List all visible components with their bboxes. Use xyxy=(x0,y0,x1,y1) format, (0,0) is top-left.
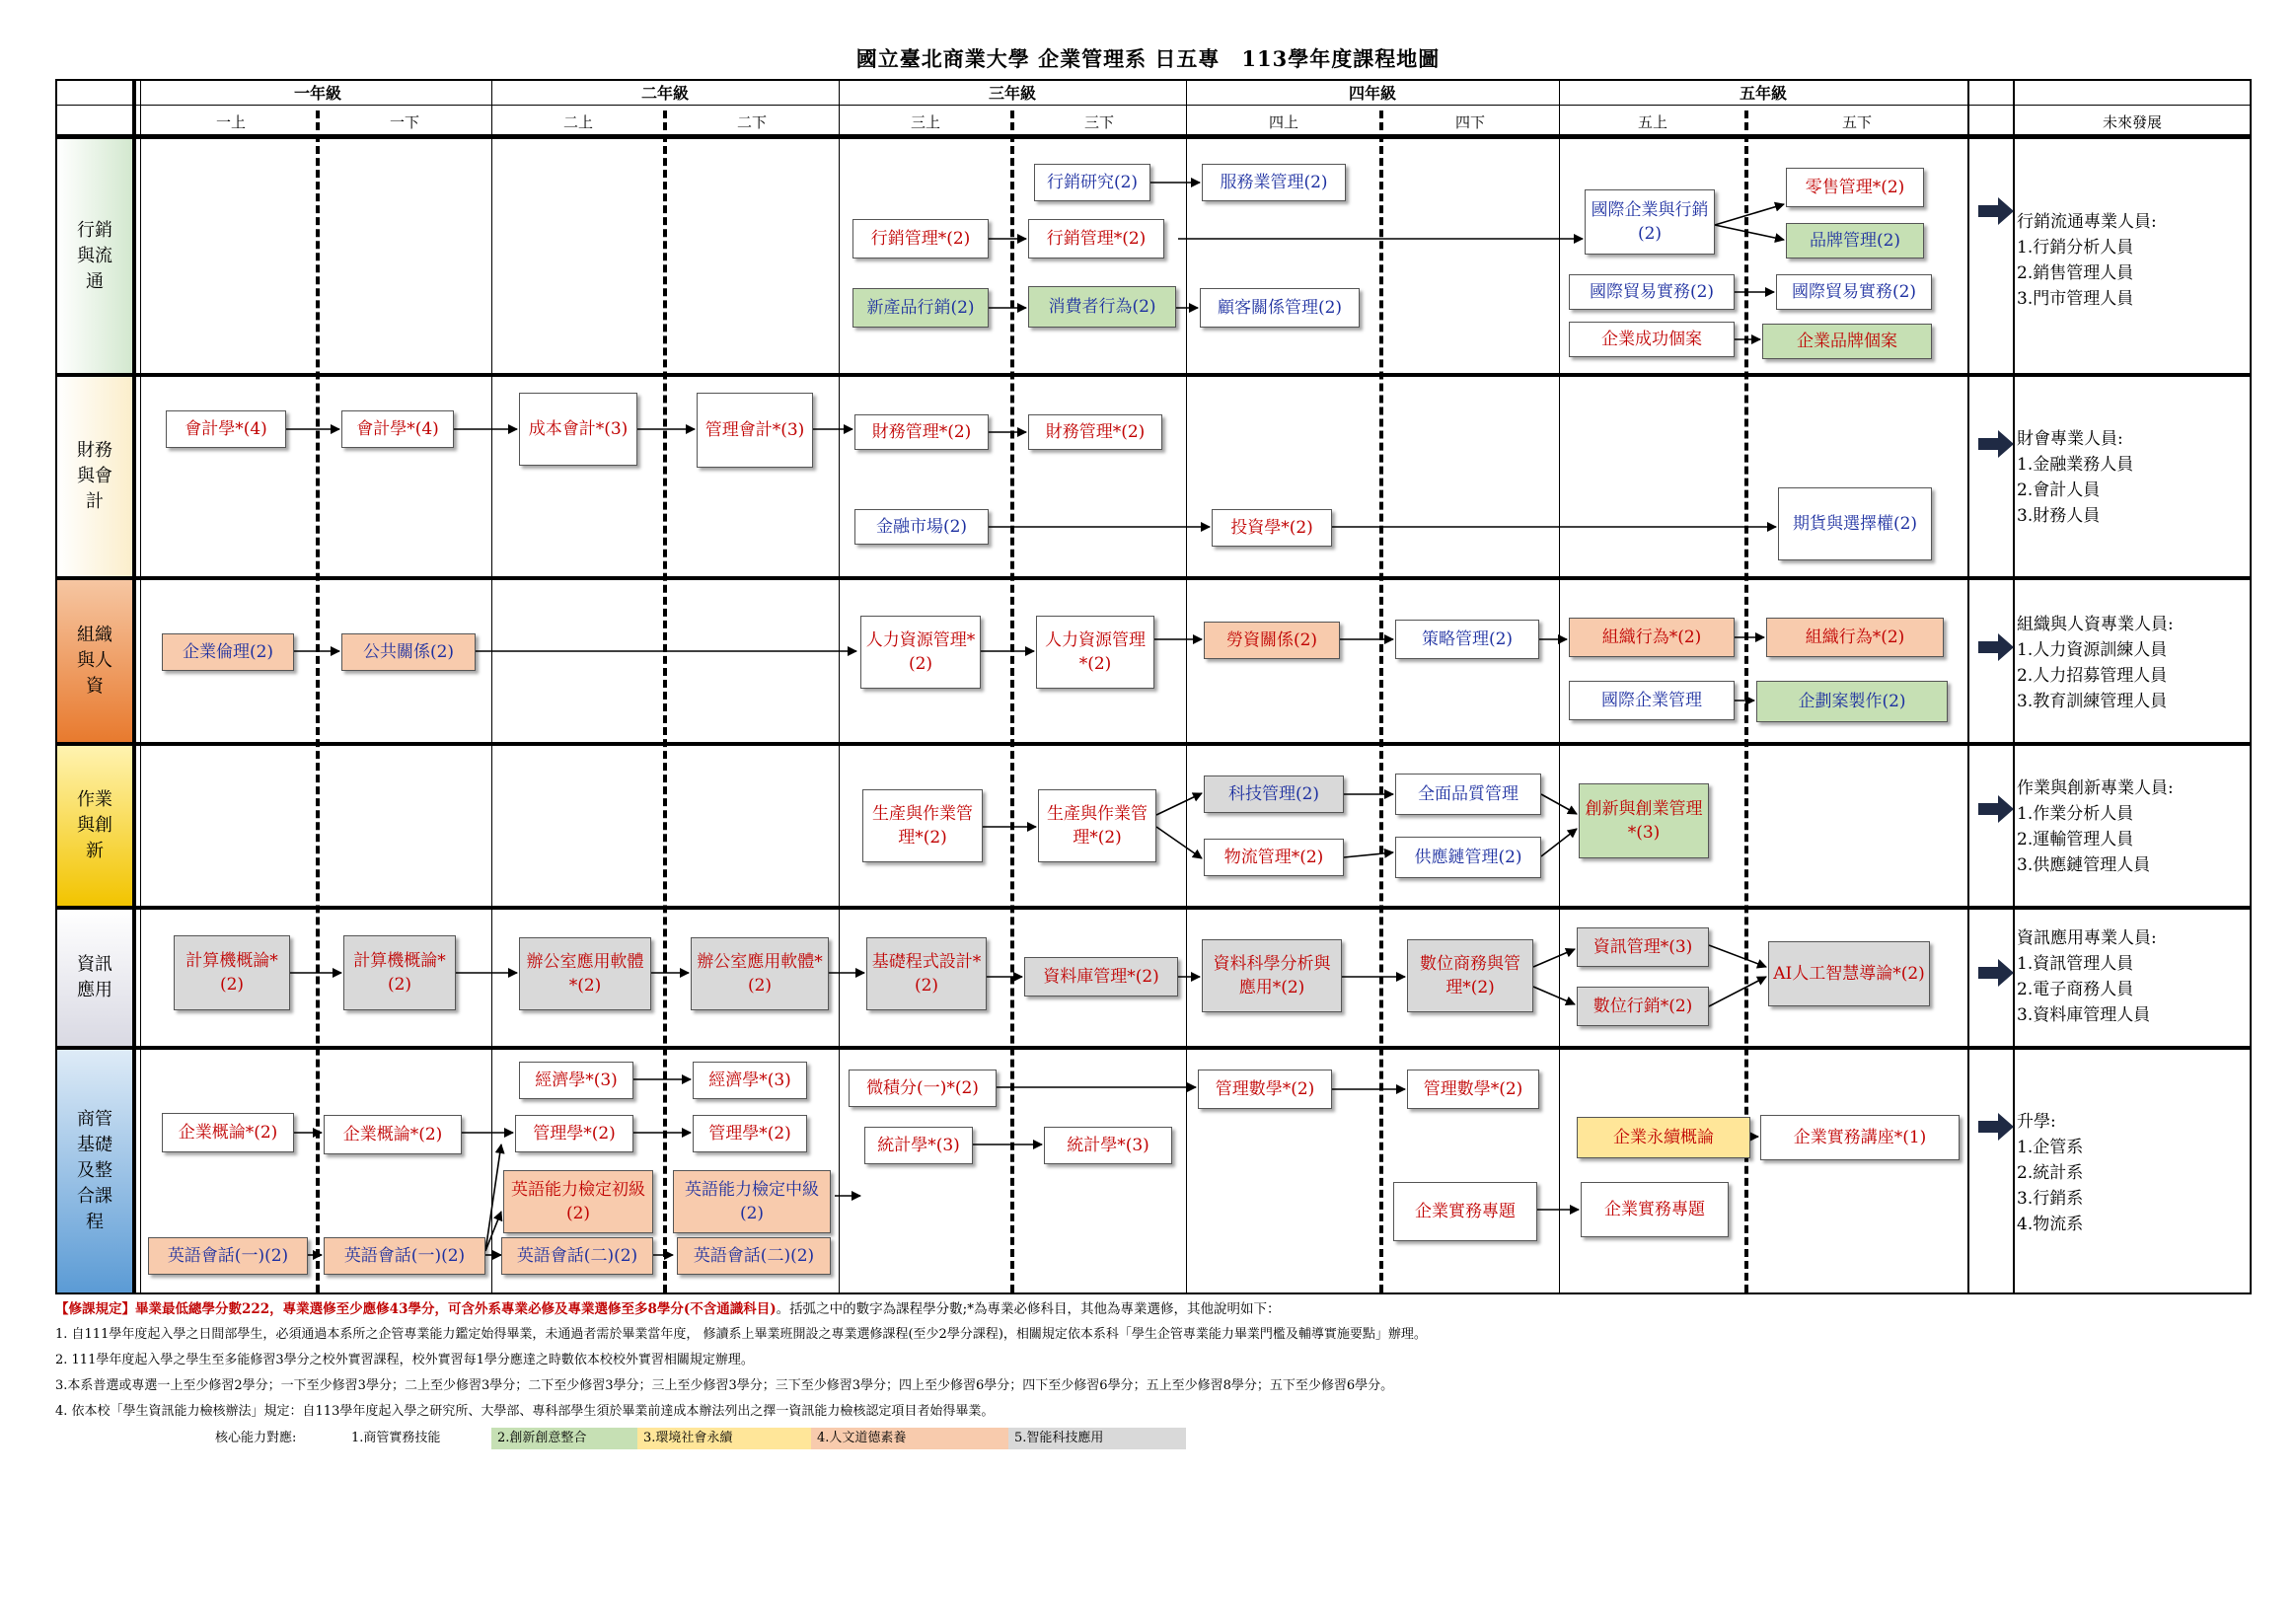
course-hr-management-2[interactable]: 人力資源管理*(2) xyxy=(1036,616,1154,689)
course-investments[interactable]: 投資學*(2) xyxy=(1212,509,1332,547)
row-label-operations: 作業與創新 xyxy=(57,746,132,906)
course-financial-markets[interactable]: 金融市場(2) xyxy=(854,509,989,545)
future-item: 1.資訊管理人員 xyxy=(2017,954,2134,974)
course-hr-management-1[interactable]: 人力資源管理*(2) xyxy=(860,616,981,689)
course-digital-commerce[interactable]: 數位商務與管理*(2) xyxy=(1407,939,1533,1012)
course-accounting-1[interactable]: 會計學*(4) xyxy=(166,410,286,448)
course-brand-management[interactable]: 品牌管理(2) xyxy=(1786,223,1924,258)
semester-header-3b: 三下 xyxy=(1083,113,1114,131)
course-intl-trade-practice-1[interactable]: 國際貿易實務(2) xyxy=(1569,274,1735,310)
future-item: 2.人力招募管理人員 xyxy=(2017,666,2168,686)
arrow-right-icon xyxy=(1978,633,2014,661)
future-operations xyxy=(2017,775,2246,878)
course-customer-relationship[interactable]: 顧客關係管理(2) xyxy=(1200,288,1360,328)
course-brand-cases[interactable]: 企業品牌個案 xyxy=(1762,324,1932,359)
course-innovation-entrepreneurship[interactable]: 創新與創業管理*(3) xyxy=(1579,783,1709,858)
future-item: 1.金融業務人員 xyxy=(2017,455,2134,475)
legend-item-2: 2.創新創意整合 xyxy=(491,1428,637,1449)
rule-label: 【修課規定】 xyxy=(55,1301,135,1317)
course-english-conversation-1b[interactable]: 英語會話(一)(2) xyxy=(324,1237,485,1275)
course-economics-1[interactable]: 經濟學*(3) xyxy=(519,1062,633,1099)
course-new-product-marketing[interactable]: 新產品行銷(2) xyxy=(852,288,989,328)
course-marketing-management-2[interactable]: 行銷管理*(2) xyxy=(1028,219,1164,258)
note-2: 2. 111學年度起入學之學生至多能修習3學分之校外實習課程，校外實習每1學分應達之時數依本校校外實習相關規定辦理。 xyxy=(55,1353,754,1367)
course-international-marketing[interactable]: 國際企業與行銷(2) xyxy=(1585,189,1715,255)
semester-header-5a: 五上 xyxy=(1637,113,1667,131)
future-item: 3.教育訓練管理人員 xyxy=(2017,692,2168,711)
course-public-relations[interactable]: 公共關係(2) xyxy=(341,633,476,671)
course-organizational-behavior-1[interactable]: 組織行為*(2) xyxy=(1569,618,1735,657)
future-item: 2.會計人員 xyxy=(2017,480,2101,500)
course-business-ethics[interactable]: 企業倫理(2) xyxy=(162,633,294,671)
year-5-header: 五年級 xyxy=(1739,84,1787,103)
year-3-header: 三年級 xyxy=(988,84,1036,103)
course-digital-marketing[interactable]: 數位行銷*(2) xyxy=(1577,987,1709,1026)
course-data-science[interactable]: 資料科學分析與應用*(2) xyxy=(1202,939,1342,1012)
course-database-management[interactable]: 資料庫管理*(2) xyxy=(1024,957,1178,997)
legend-label: 核心能力對應: xyxy=(215,1431,297,1445)
course-marketing-research[interactable]: 行銷研究(2) xyxy=(1034,164,1150,201)
semester-header-2a: 二上 xyxy=(562,113,593,131)
future-item: 1.作業分析人員 xyxy=(2017,804,2134,824)
course-intl-trade-practice-2[interactable]: 國際貿易實務(2) xyxy=(1776,274,1932,310)
future-header: 未來發展 xyxy=(2102,113,2162,131)
course-cost-accounting[interactable]: 成本會計*(3) xyxy=(519,393,637,466)
course-english-proficiency-basic[interactable]: 英語能力檢定初級(2) xyxy=(503,1170,653,1233)
row-label-hr: 組織與人資 xyxy=(57,580,132,742)
course-management-math-2[interactable]: 管理數學*(2) xyxy=(1407,1070,1539,1109)
course-accounting-2[interactable]: 會計學*(4) xyxy=(341,410,454,448)
course-total-quality-management[interactable]: 全面品質管理 xyxy=(1395,774,1541,815)
course-management-2[interactable]: 管理學*(2) xyxy=(693,1115,807,1152)
arrow-right-icon xyxy=(1978,197,2014,225)
semester-header-3a: 三上 xyxy=(910,113,940,131)
semester-header-1a: 一上 xyxy=(215,113,246,131)
course-technology-management[interactable]: 科技管理(2) xyxy=(1204,775,1344,813)
semester-header-5b: 五下 xyxy=(1841,113,1872,131)
future-item: 3.供應鏈管理人員 xyxy=(2017,855,2151,875)
future-title: 行銷流通專業人員: xyxy=(2017,212,2157,232)
arrow-right-icon xyxy=(1978,1113,2014,1141)
course-proposal-writing[interactable]: 企劃案製作(2) xyxy=(1756,681,1948,722)
course-office-software-1[interactable]: 辦公室應用軟體*(2) xyxy=(519,937,651,1010)
future-further-study xyxy=(2017,1109,2246,1237)
row-label-foundation: 商管基礎及整合課程 xyxy=(57,1050,132,1292)
course-marketing-management-1[interactable]: 行銷管理*(2) xyxy=(852,219,989,258)
future-item: 1.人力資源訓練人員 xyxy=(2017,640,2168,660)
rule-bold: 畢業最低總學分數222，專業選修至少應修43學分，可含外系專業必修及專業選修至多8學分(不含通識科目) xyxy=(135,1301,777,1317)
course-ai-introduction[interactable]: AI人工智慧導論*(2) xyxy=(1768,941,1930,1006)
year-2-header: 二年級 xyxy=(640,84,689,103)
semester-header-1b: 一下 xyxy=(389,113,419,131)
legend-item-3: 3.環境社會永續 xyxy=(637,1428,811,1449)
course-information-management[interactable]: 資訊管理*(3) xyxy=(1577,927,1709,967)
year-4-header: 四年級 xyxy=(1348,84,1396,103)
course-business-practice-project-2[interactable]: 企業實務專題 xyxy=(1581,1182,1729,1237)
course-intro-computers-2[interactable]: 計算機概論*(2) xyxy=(343,935,456,1010)
arrow-right-icon xyxy=(1978,430,2014,458)
future-item: 3.資料庫管理人員 xyxy=(2017,1005,2151,1025)
course-english-proficiency-intermediate[interactable]: 英語能力檢定中級(2) xyxy=(673,1170,831,1233)
page-title: 國立臺北商業大學 企業管理系 日五專 113學年度課程地圖 xyxy=(855,46,1441,71)
course-intro-computers-1[interactable]: 計算機概論*(2) xyxy=(174,935,290,1010)
course-business-success-cases[interactable]: 企業成功個案 xyxy=(1569,322,1735,357)
course-sustainability-intro[interactable]: 企業永續概論 xyxy=(1577,1117,1750,1158)
future-item: 2.運輸管理人員 xyxy=(2017,830,2134,849)
future-title: 財會專業人員: xyxy=(2017,429,2123,449)
semester-header-2b: 二下 xyxy=(736,113,767,131)
future-title: 升學: xyxy=(2017,1112,2056,1132)
future-title: 資訊應用專業人員: xyxy=(2017,928,2157,948)
future-title: 組織與人資專業人員: xyxy=(2017,615,2174,634)
course-statistics-2[interactable]: 統計學*(3) xyxy=(1044,1127,1172,1164)
future-item: 2.統計系 xyxy=(2017,1163,2084,1183)
row-label-marketing: 行銷與流通 xyxy=(57,139,132,373)
course-strategic-management[interactable]: 策略管理(2) xyxy=(1395,620,1539,659)
course-production-operations-1[interactable]: 生產與作業管理*(2) xyxy=(862,789,983,862)
course-intro-business-2[interactable]: 企業概論*(2) xyxy=(324,1115,462,1154)
course-office-software-2[interactable]: 辦公室應用軟體*(2) xyxy=(691,937,829,1010)
course-futures-options[interactable]: 期貨與選擇權(2) xyxy=(1778,487,1932,560)
future-item: 4.物流系 xyxy=(2017,1215,2084,1234)
course-consumer-behavior[interactable]: 消費者行為(2) xyxy=(1028,286,1176,328)
course-english-conversation-2a[interactable]: 英語會話(二)(2) xyxy=(501,1237,653,1275)
course-calculus[interactable]: 微積分(一)*(2) xyxy=(849,1070,997,1107)
course-business-practice-lecture[interactable]: 企業實務講座*(1) xyxy=(1760,1115,1960,1160)
future-title: 作業與創新專業人員: xyxy=(2017,778,2174,798)
course-logistics-management[interactable]: 物流管理*(2) xyxy=(1204,839,1344,876)
course-rules xyxy=(55,1300,1280,1318)
semester-header-4a: 四上 xyxy=(1268,113,1298,131)
course-financial-management-1[interactable]: 財務管理*(2) xyxy=(854,414,989,450)
future-hr xyxy=(2017,612,2246,714)
row-label-finance: 財務與會計 xyxy=(57,377,132,576)
legend-item-5: 5.智能科技應用 xyxy=(1008,1428,1186,1449)
course-intro-business-1[interactable]: 企業概論*(2) xyxy=(162,1113,294,1152)
future-item: 3.門市管理人員 xyxy=(2017,289,2134,309)
course-service-management[interactable]: 服務業管理(2) xyxy=(1202,164,1346,201)
course-management-1[interactable]: 管理學*(2) xyxy=(515,1115,633,1152)
note-3: 3.本系普選或專選一上至少修習2學分；一下至少修習3學分；二上至少修習3學分；二下至少修習3學分；三上至少修習3學分；三下至少修習3學分；四上至少修習6學分；四下至少修習6學分；五上至少修習8學分；五下至少修習6學分。 xyxy=(55,1378,1394,1393)
legend-item-1: 1.商管實務技能 xyxy=(345,1428,491,1449)
future-marketing xyxy=(2017,209,2246,312)
future-item: 2.電子商務人員 xyxy=(2017,980,2134,999)
course-statistics-1[interactable]: 統計學*(3) xyxy=(864,1127,973,1164)
course-retail-management[interactable]: 零售管理*(2) xyxy=(1786,168,1924,207)
arrow-right-icon xyxy=(1978,795,2014,823)
future-item: 3.財務人員 xyxy=(2017,506,2101,526)
future-item: 1.企管系 xyxy=(2017,1138,2084,1157)
row-label-it: 資訊應用 xyxy=(57,910,132,1046)
course-financial-management-2[interactable]: 財務管理*(2) xyxy=(1028,414,1162,450)
year-1-header: 一年級 xyxy=(293,84,341,103)
course-production-operations-2[interactable]: 生產與作業管理*(2) xyxy=(1038,789,1156,862)
course-international-business-mgmt[interactable]: 國際企業管理 xyxy=(1569,681,1735,720)
course-organizational-behavior-2[interactable]: 組織行為*(2) xyxy=(1766,618,1944,657)
legend-item-4: 4.人文道德素養 xyxy=(811,1428,1008,1449)
future-item: 3.行銷系 xyxy=(2017,1189,2084,1209)
note-4: 4. 依本校「學生資訊能力檢核辦法」規定：自113學年度起入學之研究所、大學部、專科部學生須於畢業前達成本辦法列出之擇一資訊能力檢核認定項目者始得畢業。 xyxy=(55,1404,995,1419)
course-management-math-1[interactable]: 管理數學*(2) xyxy=(1198,1070,1332,1109)
course-economics-2[interactable]: 經濟學*(3) xyxy=(693,1062,807,1099)
course-supply-chain-management[interactable]: 供應鏈管理(2) xyxy=(1395,837,1541,878)
course-business-practice-project-1[interactable]: 企業實務專題 xyxy=(1393,1182,1537,1241)
course-managerial-accounting[interactable]: 管理會計*(3) xyxy=(697,393,813,468)
future-item: 1.行銷分析人員 xyxy=(2017,238,2134,258)
arrow-right-icon xyxy=(1978,959,2014,987)
rule-tail: 。括弧之中的數字為課程學分數;*為專業必修科目，其他為專業選修，其他說明如下： xyxy=(776,1301,1281,1317)
course-english-conversation-1a[interactable]: 英語會話(一)(2) xyxy=(148,1237,308,1275)
course-labor-relations[interactable]: 勞資關係(2) xyxy=(1204,622,1340,659)
future-finance xyxy=(2017,426,2246,529)
semester-header-4b: 四下 xyxy=(1454,113,1485,131)
future-it xyxy=(2017,925,2246,1028)
course-basic-programming[interactable]: 基礎程式設計*(2) xyxy=(866,937,987,1010)
future-item: 2.銷售管理人員 xyxy=(2017,263,2134,283)
course-english-conversation-2b[interactable]: 英語會話(二)(2) xyxy=(677,1237,831,1275)
note-1: 1. 自111學年度起入學之日間部學生，必須通過本系所之企管專業能力鑑定始得畢業，未通過者需於畢業當年度， 修讀系上畢業班開設之專業選修課程(至少2學分課程)，相關規定依本系科「學生企管專業能力畢業門檻及輔導實施要點」辦理。 xyxy=(55,1327,1427,1342)
